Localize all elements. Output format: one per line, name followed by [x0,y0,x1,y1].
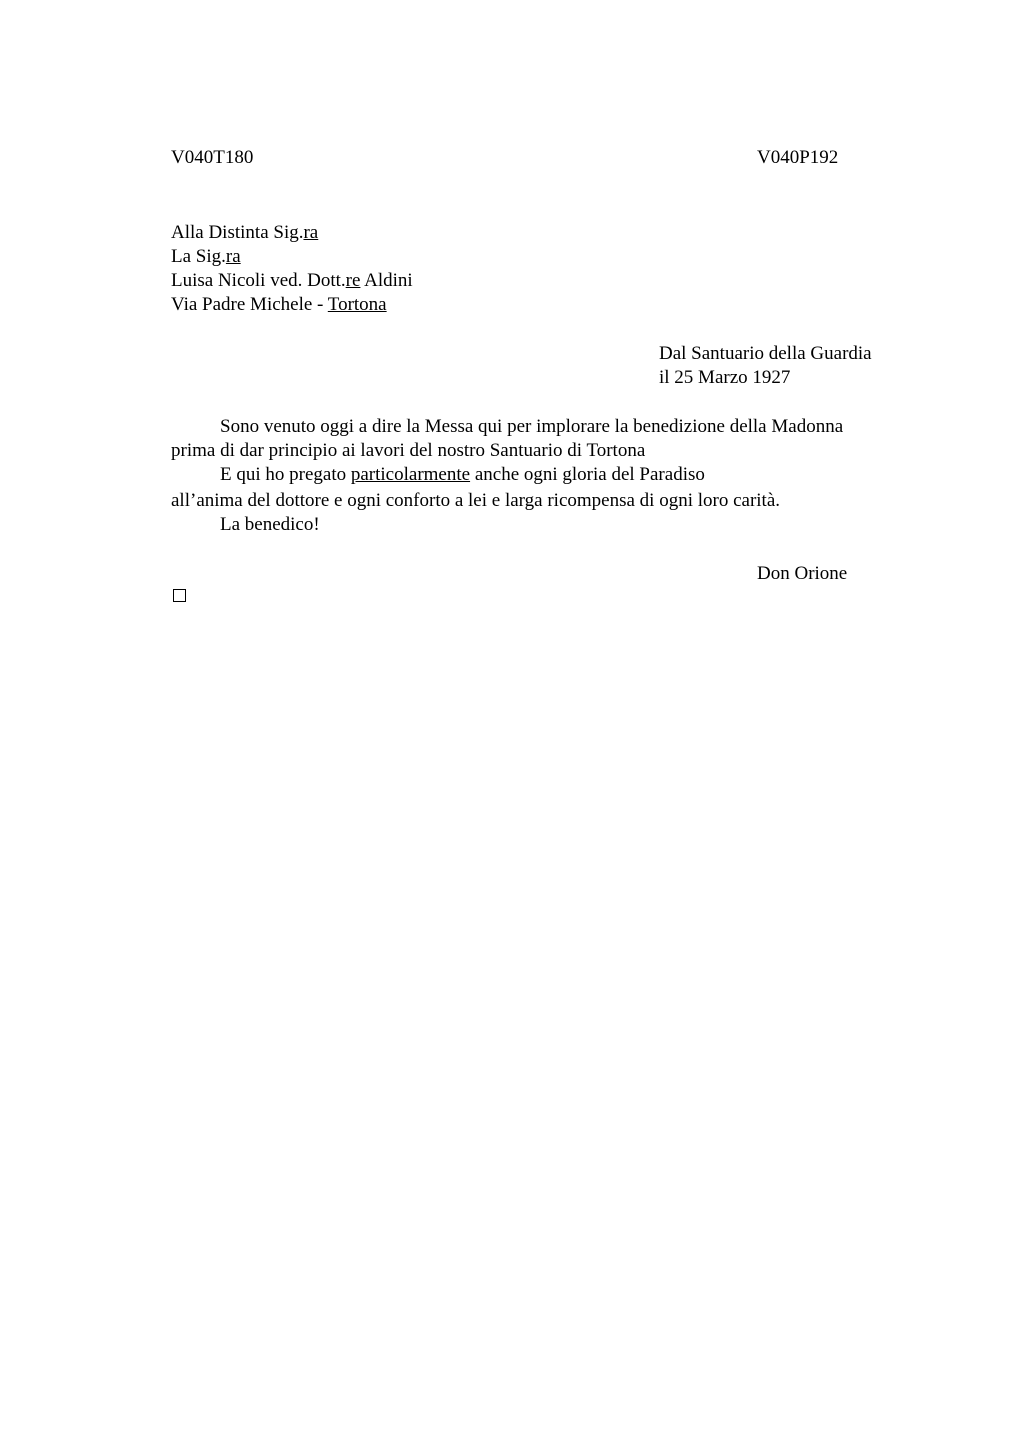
address-line-4-city: Tortona [327,294,387,315]
body-paragraph-1-line-1: Sono venuto oggi a dire la Messa qui per implorare la benedizione della Madonna [220,416,844,437]
address-line-4-text: Via Padre Michele - [171,294,328,315]
body-paragraph-1-line-2: prima di dar principio ai lavori del nostro Santuario di Tortona [171,440,646,461]
address-line-3 [171,269,413,293]
body-paragraph-2-text: E qui ho pregato [220,464,351,485]
square-box-icon [173,589,186,602]
address-line-2-text: La Sig. [171,246,226,267]
address-line-2 [171,245,241,269]
body-paragraph-2-text-end: anche ogni gloria del Paradiso [470,464,705,485]
address-line-1 [171,221,318,245]
dateline-date: il 25 Marzo 1927 [659,367,791,388]
body-paragraph-2-line-2: all’anima del dottore e ogni conforto a lei e larga ricompensa di ogni loro carità. [171,490,781,511]
dateline-place: Dal Santuario della Guardia [659,343,872,364]
address-line-4 [171,293,387,317]
address-line-1-abbrev: ra [303,222,319,243]
document-code-right: V040P192 [757,147,839,168]
address-line-2-abbrev: ra [225,246,241,267]
document-code-left: V040T180 [171,147,254,168]
body-paragraph-2-emphasis: particolarmente [350,464,471,485]
signature: Don Orione [757,563,848,584]
address-line-3-surname: Aldini [360,270,413,291]
address-line-3-text: Luisa Nicoli ved. Dott. [171,270,346,291]
address-line-1-text: Alla Distinta Sig. [171,222,304,243]
address-line-3-abbrev: re [345,270,361,291]
body-paragraph-2-line-1 [220,463,705,487]
body-paragraph-3: La benedico! [220,514,320,535]
